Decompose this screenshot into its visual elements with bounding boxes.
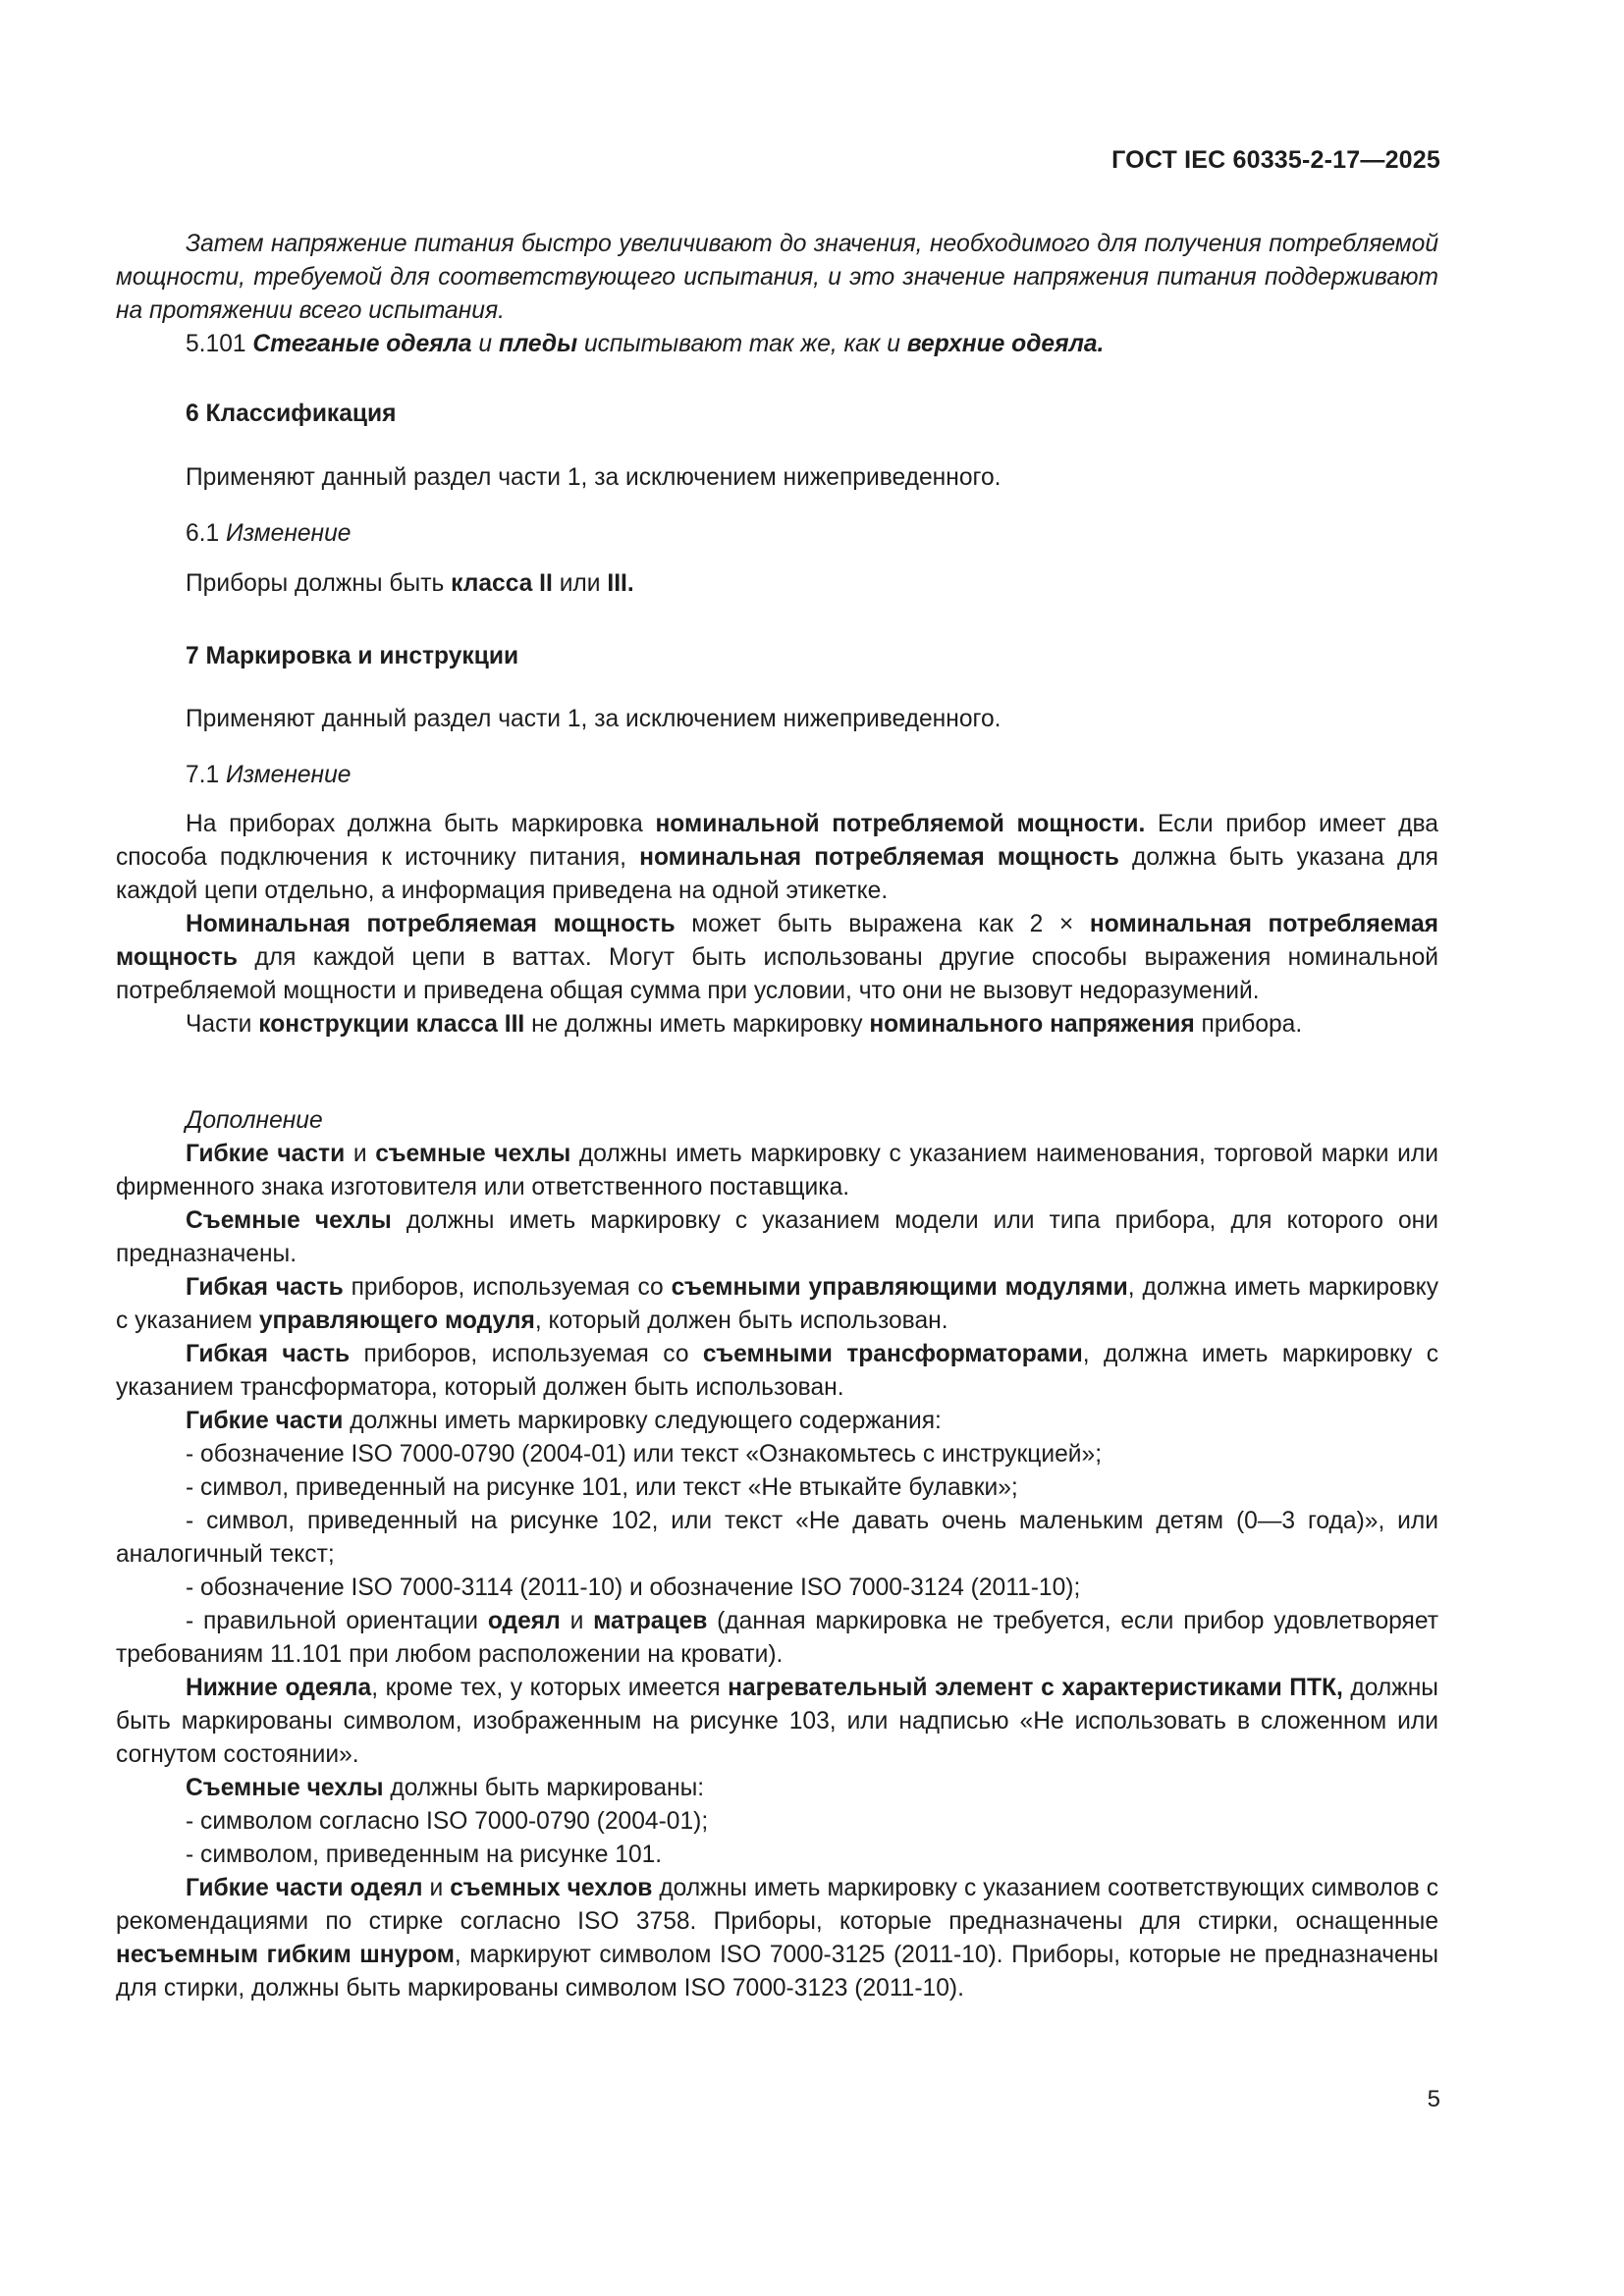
clause-label: Изменение [226,520,352,547]
term: верхние одеяла. [906,331,1105,357]
clause-5-101 [116,328,1438,361]
clause-heading [116,759,1438,792]
text: и [345,1141,376,1167]
term: съемные чехлы [375,1141,571,1167]
text: приборов, используемая со [350,1341,703,1367]
clause-heading [116,517,1438,551]
term: одеял [487,1608,561,1634]
term: III. [607,570,634,597]
clause-number: 7.1 [186,762,220,788]
paragraph [116,1672,1438,1772]
intro-block [116,228,1438,361]
paragraph [116,1271,1438,1338]
paragraph [116,908,1438,1008]
paragraph [116,1204,1438,1271]
clause-6-1 [116,517,1438,551]
text: испытывают так же, как и [577,331,907,357]
clause-7-1-body [116,808,1438,1041]
text: должны иметь маркировку следующего содержания: [343,1408,942,1434]
term: номинальной потребляемой мощности. [655,811,1146,837]
text: должны быть маркированы символом, изображенным на рисунке 103, или надписью «Не использовать в сложенном или согнутом состоянии». [116,1675,1438,1768]
term: несъемным гибким шнуром [116,1942,455,1968]
section-6-applicability: Применяют данный раздел части 1, за исключением нижеприведенного. [186,464,1001,491]
text: должны быть маркированы: [383,1775,705,1801]
term: Гибкая часть [186,1274,344,1301]
text: должны иметь маркировку с указанием соответствующих символов с рекомендациями по стирке согласно ISO 3758. Приборы, которые предназначены для стирки, оснащенные [116,1875,1439,1935]
paragraph [116,567,1438,601]
paragraph [116,1138,1438,1204]
text: , который должен быть использован. [534,1308,948,1334]
text: - правильной ориентации [186,1608,488,1634]
clause-number: 5.101 [186,331,246,357]
term: съемными трансформаторами [702,1341,1083,1367]
list-item: - обозначение ISO 7000-0790 (2004-01) или текст «Ознакомьтесь с инструкцией»; [186,1441,1103,1468]
list-item: - обозначение ISO 7000-3114 (2011-10) и обозначение ISO 7000-3124 (2011-10); [186,1575,1081,1601]
term: съемных чехлов [450,1875,653,1901]
term: номинальная потребляемая мощность [639,844,1119,871]
text: Если прибор имеет два способа подключения к источнику питания, [116,811,1438,871]
paragraph [116,1405,1438,1438]
term: Гибкая часть [186,1341,351,1367]
addition-block [116,1104,1438,2005]
text: должны иметь маркировку с указанием наименования, торговой марки или фирменного знака изготовителя или ответственного поставщика. [116,1141,1438,1201]
list-item: - символом согласно ISO 7000-0790 (2004-01); [186,1808,709,1835]
term: матрацев [593,1608,708,1634]
standard-code: ГОСТ IEC 60335-2-17—2025 [1111,146,1440,174]
addition-label: Дополнение [186,1107,323,1134]
term: номинального напряжения [869,1011,1195,1038]
term: Гибкие части одеял [186,1875,423,1901]
clause-6-1-text [116,567,1438,601]
clause-7-1 [116,759,1438,792]
term: конструкции класса III [258,1011,525,1038]
page-number: 5 [1427,2086,1440,2112]
term: номинальная потребляемая мощность [116,911,1439,971]
term: класса II [451,570,553,597]
paragraph [116,1872,1438,2005]
clause-number: 6.1 [186,520,220,547]
list-item: - символом, приведенным на рисунке 101. [186,1842,663,1868]
text: (данная маркировка не требуется, если прибор удовлетворяет требованиям 11.101 при любом расположении на кровати). [116,1608,1438,1668]
text: и [471,331,499,357]
section-6-body [116,461,1438,495]
section-6-heading: 6 Классификация [186,400,397,427]
text: На приборах должна быть маркировка [186,811,656,837]
list-item: - символ, приведенный на рисунке 101, или текст «Не втыкайте булавки»; [186,1474,1018,1501]
text: Приборы должны быть [186,570,452,597]
term: Стеганые одеяла [252,331,472,357]
text: может быть выражена как 2 × [675,911,1090,937]
continued-paragraph: Затем напряжение питания быстро увеличивают до значения, необходимого для получения потребляемой мощности, требуемой для соответствующего испытания, и это значение напряжения питания поддерживают на протяжении всего испытания. [116,231,1438,324]
term: Съемные чехлы [186,1207,392,1234]
paragraph [116,808,1438,908]
text: для каждой цепи в ваттах. Могут быть использованы другие способы выражения номинальной потребляемой мощности и приведена общая сумма при условии, что они не вызовут недоразумений. [116,944,1438,1004]
text: Части [186,1011,259,1038]
text: , должна иметь маркировку с указанием [116,1274,1438,1334]
list-item: - символ, приведенный на рисунке 102, или текст «Не давать очень маленьким детям (0—3 года)», или аналогичный текст; [116,1508,1438,1568]
term: нагревательный элемент с характеристиками ПТК, [728,1675,1343,1701]
text: не должны иметь маркировку [524,1011,870,1038]
clause-label: Изменение [226,762,352,788]
section-7-applicability-block [116,703,1438,736]
text: должна быть указана для каждой цепи отдельно, а информация приведена на одной этикетке. [116,844,1438,904]
term: съемными управляющими модулями [671,1274,1128,1301]
text: прибора. [1194,1011,1303,1038]
list-item [116,1605,1438,1672]
term: Гибкие части [186,1141,346,1167]
term: пледы [498,331,578,357]
term: Гибкие части [186,1408,344,1434]
text: , должна иметь маркировку с указанием трансформатора, который должен быть использован. [116,1341,1438,1401]
text: приборов, используемая со [343,1274,672,1301]
paragraph [116,1772,1438,1805]
term: управляющего модуля [258,1308,535,1334]
section-7-heading: 7 Маркировка и инструкции [186,643,519,669]
section-7-applicability: Применяют данный раздел части 1, за исключением нижеприведенного. [186,706,1001,732]
text: и [422,1875,451,1901]
paragraph [116,1008,1438,1041]
text: и [560,1608,594,1634]
term: Съемные чехлы [186,1775,384,1801]
text: , маркируют символом ISO 7000-3125 (2011-10). Приборы, которые не предназначены для стирки, должны быть маркированы символом ISO 7000-3123 (2011-10). [116,1942,1438,2002]
text: или [552,570,608,597]
paragraph [116,1338,1438,1405]
text: , кроме тех, у которых имеется [371,1675,729,1701]
term: Нижние одеяла [186,1675,372,1701]
term: Номинальная потребляемая мощность [186,911,676,937]
text: должны иметь маркировку с указанием модели или типа прибора, для которого они предназначены. [116,1207,1438,1267]
